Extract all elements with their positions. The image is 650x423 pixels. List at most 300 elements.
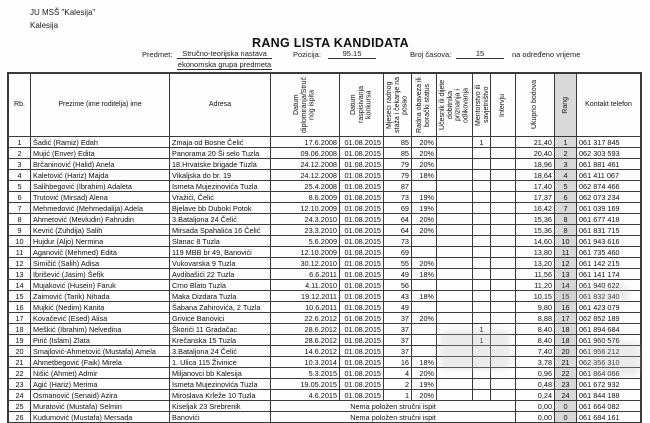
cell-addr: Miroslava Krleže 10 Tuzla bbox=[170, 390, 271, 401]
table-row bbox=[9, 159, 641, 170]
cell-d2: 01.08.2015 bbox=[340, 225, 384, 236]
cell-name: Kovačević (Esed) Alisa bbox=[31, 313, 170, 324]
cell-uc bbox=[437, 302, 473, 313]
header-label: Radna obaveza ili borački status bbox=[416, 77, 431, 133]
cell-in bbox=[491, 302, 516, 313]
cell-addr: Avdibašići 22 Tuzla bbox=[170, 269, 271, 280]
header-me bbox=[473, 74, 491, 137]
cell-addr: Zmaja od Bosne Čelić bbox=[170, 137, 271, 148]
cell-ro bbox=[412, 302, 437, 313]
cell-rang: 23 bbox=[555, 379, 577, 390]
cell-ro: 18% bbox=[412, 170, 437, 181]
cell-tel: 062 356 310 bbox=[577, 357, 641, 368]
cell-me bbox=[473, 280, 491, 291]
cell-tel: 061 735 460 bbox=[577, 247, 641, 258]
cell-me bbox=[473, 269, 491, 280]
cell-name: Kevrić (Zuhdija) Salih bbox=[31, 225, 170, 236]
cell-ro: 20% bbox=[412, 225, 437, 236]
cell-uk: 20,40 bbox=[516, 148, 555, 159]
cell-d2: 01.08.2015 bbox=[340, 357, 384, 368]
cell-uc bbox=[437, 368, 473, 379]
cell-mj: 85 bbox=[384, 148, 412, 159]
table-row bbox=[9, 236, 641, 247]
header-ro bbox=[412, 74, 437, 137]
cell-name: Meškić (Ibrahim) Nelvedina bbox=[31, 324, 170, 335]
table-header-row bbox=[9, 74, 641, 137]
cell-rang: 17 bbox=[555, 313, 577, 324]
cell-in bbox=[491, 247, 516, 258]
cell-in bbox=[491, 148, 516, 159]
cell-uc bbox=[437, 258, 473, 269]
cell-in bbox=[491, 379, 516, 390]
broj-casova-label: Broj časova: bbox=[410, 50, 452, 59]
cell-rb: 22 bbox=[9, 368, 31, 379]
cell-mj: 79 bbox=[384, 159, 412, 170]
cell-in bbox=[491, 269, 516, 280]
cell-in bbox=[491, 324, 516, 335]
cell-rb: 9 bbox=[9, 225, 31, 236]
cell-addr: 3.Bataljona 24 Čelić bbox=[170, 214, 271, 225]
header-mj bbox=[384, 74, 412, 137]
cell-uk: 18,96 bbox=[516, 159, 555, 170]
cell-d1: 17.6.2008 bbox=[271, 137, 340, 148]
cell-addr: Šabana Zahirovića, 2 Tuzla bbox=[170, 302, 271, 313]
cell-mj: 85 bbox=[384, 137, 412, 148]
cell-uk: 15,36 bbox=[516, 214, 555, 225]
header-label: Intervju bbox=[499, 93, 507, 117]
cell-addr: Panorama 20 Ši selo Tuzla bbox=[170, 148, 271, 159]
cell-rang: 18 bbox=[555, 335, 577, 346]
cell-me: 1 bbox=[473, 335, 491, 346]
cell-tel: 061 672 932 bbox=[577, 379, 641, 390]
table-row bbox=[9, 302, 641, 313]
cell-rang: 3 bbox=[555, 159, 577, 170]
cell-d2: 01.08.2015 bbox=[340, 247, 384, 258]
cell-mj: 56 bbox=[384, 280, 412, 291]
header-rb: Rb. bbox=[9, 74, 31, 137]
header-label: Rang bbox=[561, 96, 569, 114]
cell-mj: 37 bbox=[384, 335, 412, 346]
cell-uk: 8,88 bbox=[516, 313, 555, 324]
cell-d2: 01.08.2015 bbox=[340, 203, 384, 214]
cell-uc bbox=[437, 357, 473, 368]
cell-tel: 061 141 174 bbox=[577, 269, 641, 280]
cell-ro: 18% bbox=[412, 357, 437, 368]
cell-uk: 18,64 bbox=[516, 170, 555, 181]
cell-tel: 062 852 189 bbox=[577, 313, 641, 324]
table-row bbox=[9, 192, 641, 203]
cell-rang: 21 bbox=[555, 357, 577, 368]
cell-ro bbox=[412, 346, 437, 357]
cell-uk: 8,40 bbox=[516, 335, 555, 346]
cell-in bbox=[491, 170, 516, 181]
cell-d2: 01.08.2015 bbox=[340, 214, 384, 225]
cell-uc bbox=[437, 170, 473, 181]
cell-d1: 5.6.2009 bbox=[271, 236, 340, 247]
table-row bbox=[9, 379, 641, 390]
table-row bbox=[9, 203, 641, 214]
cell-mj: 55 bbox=[384, 258, 412, 269]
cell-ro: 20% bbox=[412, 214, 437, 225]
cell-uc bbox=[437, 181, 473, 192]
cell-no-exam: Nema položen stručni ispit bbox=[271, 401, 516, 412]
cell-me bbox=[473, 159, 491, 170]
cell-rang: 24 bbox=[555, 390, 577, 401]
cell-d1: 25.4.2008 bbox=[271, 181, 340, 192]
cell-addr: Vražići, Čelić bbox=[170, 192, 271, 203]
cell-rb: 5 bbox=[9, 181, 31, 192]
cell-rang: 7 bbox=[555, 203, 577, 214]
cell-in bbox=[491, 203, 516, 214]
table-row bbox=[9, 269, 641, 280]
cell-uk: 8,40 bbox=[516, 324, 555, 335]
cell-d2: 01.08.2015 bbox=[340, 148, 384, 159]
cell-ro bbox=[412, 335, 437, 346]
cell-rang: 18 bbox=[555, 324, 577, 335]
cell-name: Aganović (Mehmed) Edita bbox=[31, 247, 170, 258]
cell-uk: 13,80 bbox=[516, 247, 555, 258]
cell-rb: 4 bbox=[9, 170, 31, 181]
cell-rang: 22 bbox=[555, 368, 577, 379]
cell-ro: 20% bbox=[412, 159, 437, 170]
cell-name: Pirić (Islam) Zlata bbox=[31, 335, 170, 346]
cell-ro bbox=[412, 181, 437, 192]
cell-uc bbox=[437, 379, 473, 390]
cell-mj: 64 bbox=[384, 214, 412, 225]
cell-rb: 15 bbox=[9, 291, 31, 302]
cell-in bbox=[491, 291, 516, 302]
cell-d1: 24.3.2010 bbox=[271, 214, 340, 225]
cell-uc bbox=[437, 269, 473, 280]
cell-ro: 20% bbox=[412, 368, 437, 379]
cell-mj: 37 bbox=[384, 346, 412, 357]
table-row bbox=[9, 214, 641, 225]
cell-me bbox=[473, 247, 491, 258]
cell-mj: 37 bbox=[384, 313, 412, 324]
cell-d1: 6.6.2011 bbox=[271, 269, 340, 280]
cell-d2: 01.08.2015 bbox=[340, 379, 384, 390]
cell-in bbox=[491, 181, 516, 192]
cell-me bbox=[473, 346, 491, 357]
cell-ro: 20% bbox=[412, 390, 437, 401]
org-place: Kalesija bbox=[30, 21, 59, 30]
cell-mj: 69 bbox=[384, 247, 412, 258]
cell-me bbox=[473, 368, 491, 379]
cell-name: Mujić (Enver) Edita bbox=[31, 148, 170, 159]
cell-d1: 28.6.2012 bbox=[271, 335, 340, 346]
table-row bbox=[9, 148, 641, 159]
cell-me: 1 bbox=[473, 137, 491, 148]
cell-addr: 119 MBB br 49, Banovići bbox=[170, 247, 271, 258]
cell-d1: 14.6.2012 bbox=[271, 346, 340, 357]
cell-d2: 01.08.2015 bbox=[340, 313, 384, 324]
cell-uc bbox=[437, 225, 473, 236]
cell-d2: 01.08.2015 bbox=[340, 390, 384, 401]
cell-d2: 01.08.2015 bbox=[340, 291, 384, 302]
table-row bbox=[9, 247, 641, 258]
cell-addr: Miljanovci bb Kalesija bbox=[170, 368, 271, 379]
cell-in bbox=[491, 313, 516, 324]
cell-rb: 25 bbox=[9, 401, 31, 412]
table-row bbox=[9, 368, 641, 379]
cell-mj: 69 bbox=[384, 203, 412, 214]
cell-me bbox=[473, 203, 491, 214]
cell-mj: 73 bbox=[384, 192, 412, 203]
header-tel: Kontakt telefon bbox=[577, 74, 641, 137]
cell-me bbox=[473, 357, 491, 368]
cell-rang: 16 bbox=[555, 302, 577, 313]
cell-addr: Ismeta Mujezinovića Tuzla bbox=[170, 379, 271, 390]
cell-rb: 20 bbox=[9, 346, 31, 357]
cell-rb: 17 bbox=[9, 313, 31, 324]
cell-uk: 10,15 bbox=[516, 291, 555, 302]
cell-uc bbox=[437, 313, 473, 324]
cell-uk: 11,56 bbox=[516, 269, 555, 280]
cell-uc bbox=[437, 148, 473, 159]
cell-rb: 7 bbox=[9, 203, 31, 214]
cell-rang: 8 bbox=[555, 214, 577, 225]
cell-addr: Banovići bbox=[170, 412, 271, 423]
cell-uk: 21,40 bbox=[516, 137, 555, 148]
cell-uc bbox=[437, 247, 473, 258]
header-addr: Adresa bbox=[170, 74, 271, 137]
cell-uk: 17,37 bbox=[516, 192, 555, 203]
cell-d2: 01.08.2015 bbox=[340, 236, 384, 247]
cell-addr: Škorići 11 Gradačac bbox=[170, 324, 271, 335]
cell-mj: 37 bbox=[384, 324, 412, 335]
cell-mj: 16 bbox=[384, 357, 412, 368]
cell-tel: 061 317 845 bbox=[577, 137, 641, 148]
cell-name: Osmanović (Senaid) Azira bbox=[31, 390, 170, 401]
cell-uk: 0,24 bbox=[516, 390, 555, 401]
cell-tel: 061 864 066 bbox=[577, 368, 641, 379]
table-row bbox=[9, 313, 641, 324]
header-label: Učesnik ili dijete dobitnika priznanja i odlikovanja bbox=[439, 79, 470, 131]
cell-me bbox=[473, 390, 491, 401]
cell-uk: 0,96 bbox=[516, 368, 555, 379]
cell-tel: 062 874 466 bbox=[577, 181, 641, 192]
cell-me bbox=[473, 258, 491, 269]
cell-d1: 4.6.2015 bbox=[271, 390, 340, 401]
cell-rb: 18 bbox=[9, 324, 31, 335]
cell-mj: 87 bbox=[384, 181, 412, 192]
cell-d2: 01.08.2015 bbox=[340, 335, 384, 346]
cell-d1: 24.12.2008 bbox=[271, 159, 340, 170]
cell-in bbox=[491, 192, 516, 203]
cell-ro: 20% bbox=[412, 137, 437, 148]
cell-d2: 01.08.2015 bbox=[340, 302, 384, 313]
cell-name: Smajlović-Ahmetović (Mustafa) Amela bbox=[31, 346, 170, 357]
table-row bbox=[9, 170, 641, 181]
cell-tel: 061 411 067 bbox=[577, 170, 641, 181]
cell-uk: 16,42 bbox=[516, 203, 555, 214]
cell-me bbox=[473, 181, 491, 192]
cell-name: Šadić (Ramiz) Edah bbox=[31, 137, 170, 148]
cell-tel: 061 956 212 bbox=[577, 346, 641, 357]
cell-ro: 19% bbox=[412, 203, 437, 214]
cell-in bbox=[491, 390, 516, 401]
cell-in bbox=[491, 357, 516, 368]
cell-addr: Maka Dizdara Tuzla bbox=[170, 291, 271, 302]
cell-uk: 0,48 bbox=[516, 379, 555, 390]
cell-name: Salihbegović (Ibrahim) Adaleta bbox=[31, 181, 170, 192]
cell-in bbox=[491, 137, 516, 148]
cell-name: Kaletović (Hariz) Majda bbox=[31, 170, 170, 181]
cell-ro: 18% bbox=[412, 269, 437, 280]
broj-casova-suffix: na određeno vrijeme bbox=[512, 50, 581, 59]
cell-d2: 01.08.2015 bbox=[340, 346, 384, 357]
cell-addr: Mirsada Spahalića 16 Čelić bbox=[170, 225, 271, 236]
cell-tel: 061 960 576 bbox=[577, 335, 641, 346]
cell-uk: 15,36 bbox=[516, 225, 555, 236]
cell-name: Hujdur (Aljo) Nermina bbox=[31, 236, 170, 247]
cell-rb: 12 bbox=[9, 258, 31, 269]
cell-name: Mehmedović (Mehmedalija) Adela bbox=[31, 203, 170, 214]
cell-d1: 19.12.2011 bbox=[271, 291, 340, 302]
cell-mj: 4 bbox=[384, 368, 412, 379]
cell-rb: 16 bbox=[9, 302, 31, 313]
cell-tel: 061 894 684 bbox=[577, 324, 641, 335]
cell-rb: 23 bbox=[9, 379, 31, 390]
cell-d1: 19.05.2015 bbox=[271, 379, 340, 390]
table-row bbox=[9, 258, 641, 269]
cell-uc bbox=[437, 390, 473, 401]
cell-name: Kudumović (Mustafa) Mersada bbox=[31, 412, 170, 423]
table-row bbox=[9, 181, 641, 192]
table-row bbox=[9, 225, 641, 236]
cell-ro: 20% bbox=[412, 258, 437, 269]
cell-tel: 061 881 461 bbox=[577, 159, 641, 170]
cell-rang: 5 bbox=[555, 181, 577, 192]
cell-name: Agić (Hariz) Merima bbox=[31, 379, 170, 390]
rang-lista-table bbox=[8, 73, 641, 423]
cell-uc bbox=[437, 280, 473, 291]
cell-rb: 13 bbox=[9, 269, 31, 280]
header-in bbox=[491, 74, 516, 137]
cell-me bbox=[473, 148, 491, 159]
header-uc bbox=[437, 74, 473, 137]
cell-rb: 8 bbox=[9, 214, 31, 225]
cell-uc bbox=[437, 324, 473, 335]
predmet-value-line2: ekonomska grupa predmeta bbox=[177, 60, 272, 69]
cell-rb: 21 bbox=[9, 357, 31, 368]
header-label: Ukupno bodova bbox=[531, 80, 539, 130]
cell-tel: 061 664 082 bbox=[577, 401, 641, 412]
cell-me bbox=[473, 192, 491, 203]
header-name: Prezime (ime roditelja) ime bbox=[31, 74, 170, 137]
table-row bbox=[9, 324, 641, 335]
cell-rb: 26 bbox=[9, 412, 31, 423]
cell-rang: 13 bbox=[555, 269, 577, 280]
cell-mj: 49 bbox=[384, 269, 412, 280]
cell-ro: 19% bbox=[412, 379, 437, 390]
cell-me bbox=[473, 379, 491, 390]
cell-uk: 14,60 bbox=[516, 236, 555, 247]
cell-d2: 01.08.2015 bbox=[340, 181, 384, 192]
header-label: Datum raspisivanja konkursa bbox=[349, 86, 373, 124]
cell-tel: 061 423 079 bbox=[577, 302, 641, 313]
cell-mj: 79 bbox=[384, 170, 412, 181]
cell-rb: 14 bbox=[9, 280, 31, 291]
header-label: Mentorstvo ili savjetništvo bbox=[475, 84, 490, 126]
pozicija-label: Pozicija: bbox=[293, 50, 321, 59]
cell-d2: 01.08.2015 bbox=[340, 137, 384, 148]
cell-d2: 01.08.2015 bbox=[340, 170, 384, 181]
cell-d1: 23.3.2010 bbox=[271, 225, 340, 236]
cell-addr: 1. Ulica 115 Živinice bbox=[170, 357, 271, 368]
predmet-value-line1: Stručno-teorijska nastava bbox=[177, 49, 272, 59]
cell-me bbox=[473, 214, 491, 225]
cell-uc bbox=[437, 236, 473, 247]
cell-d2: 01.08.2015 bbox=[340, 159, 384, 170]
cell-d1: 12.10.2009 bbox=[271, 247, 340, 258]
cell-rang: 2 bbox=[555, 148, 577, 159]
cell-name: Nišić (Ahmet) Admir bbox=[31, 368, 170, 379]
cell-uc bbox=[437, 159, 473, 170]
header-uk bbox=[516, 74, 555, 137]
cell-tel: 061 142 215 bbox=[577, 258, 641, 269]
cell-uk: 0,00 bbox=[516, 412, 555, 423]
cell-mj: 43 bbox=[384, 291, 412, 302]
cell-uk: 13,20 bbox=[516, 258, 555, 269]
cell-ro: 18% bbox=[412, 291, 437, 302]
cell-d1: 28.6.2012 bbox=[271, 324, 340, 335]
cell-rb: 11 bbox=[9, 247, 31, 258]
cell-uk: 7,40 bbox=[516, 346, 555, 357]
cell-ro: 20% bbox=[412, 313, 437, 324]
cell-addr: Vukovarska 9 Tuzla bbox=[170, 258, 271, 269]
cell-d1: 10.3.2014 bbox=[271, 357, 340, 368]
table-row bbox=[9, 390, 641, 401]
cell-rang: 11 bbox=[555, 247, 577, 258]
cell-rang: 1 bbox=[555, 137, 577, 148]
cell-rb: 3 bbox=[9, 159, 31, 170]
cell-name: Mujkić (Nedim) Kanita bbox=[31, 302, 170, 313]
cell-rb: 6 bbox=[9, 192, 31, 203]
table-row bbox=[9, 346, 641, 357]
cell-d2: 01.08.2015 bbox=[340, 280, 384, 291]
cell-d1: 09.06.2008 bbox=[271, 148, 340, 159]
cell-name: Zaimović (Tarik) Nihada bbox=[31, 291, 170, 302]
cell-rb: 1 bbox=[9, 137, 31, 148]
cell-d2: 01.08.2015 bbox=[340, 269, 384, 280]
cell-mj: 2 bbox=[384, 379, 412, 390]
cell-name: Ahmetović (Mevludin) Fahrudin bbox=[31, 214, 170, 225]
cell-ro: 19% bbox=[412, 192, 437, 203]
cell-rb: 19 bbox=[9, 335, 31, 346]
cell-uc bbox=[437, 291, 473, 302]
cell-uc bbox=[437, 192, 473, 203]
cell-addr: Ismeta Mujezinovića Tuzla bbox=[170, 181, 271, 192]
cell-d2: 01.08.2015 bbox=[340, 368, 384, 379]
cell-mj: 64 bbox=[384, 225, 412, 236]
cell-mj: 49 bbox=[384, 302, 412, 313]
cell-addr: Vikaljska do br. 19 bbox=[170, 170, 271, 181]
cell-d1: 30.12.2010 bbox=[271, 258, 340, 269]
cell-in bbox=[491, 346, 516, 357]
cell-name: Muratović (Mustafa) Selmin bbox=[31, 401, 170, 412]
table-row bbox=[9, 335, 641, 346]
table-row bbox=[9, 401, 641, 412]
page-title: RANG LISTA KANDIDATA bbox=[252, 36, 409, 50]
cell-tel: 061 940 622 bbox=[577, 280, 641, 291]
cell-name: Mujaković (Husein) Faruk bbox=[31, 280, 170, 291]
cell-addr: Grivice Banovici bbox=[170, 313, 271, 324]
cell-me bbox=[473, 225, 491, 236]
table-body bbox=[9, 137, 641, 423]
cell-in bbox=[491, 280, 516, 291]
cell-rb: 24 bbox=[9, 390, 31, 401]
